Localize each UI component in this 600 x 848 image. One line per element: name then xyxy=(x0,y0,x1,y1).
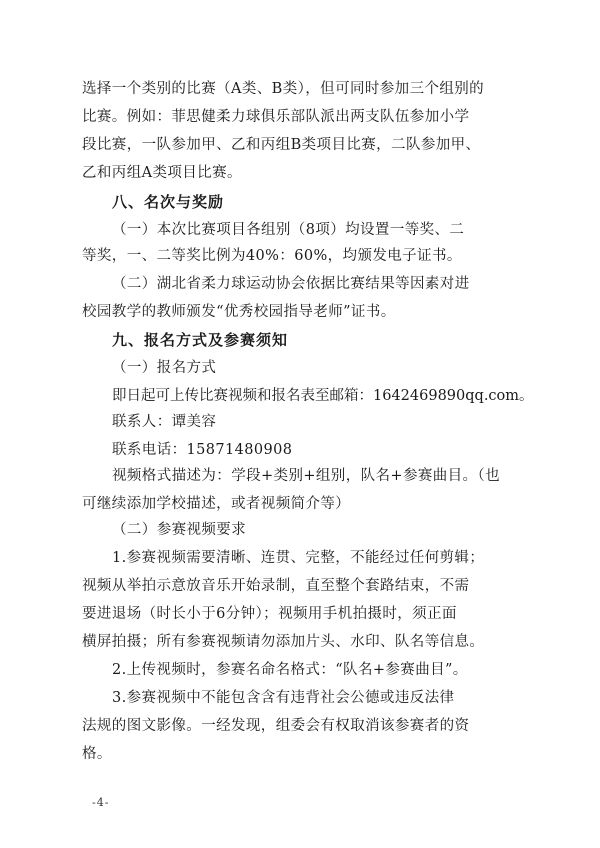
paragraph-line: 选择一个类别的比赛（A类、B类），但可同时参加三个组别的 xyxy=(82,81,485,97)
paragraph-line: 比赛。例如：菲思健柔力球俱乐部队派出两支队伍参加小学 xyxy=(82,109,470,125)
paragraph-line: （二）湖北省柔力球运动协会依据比赛结果等因素对进 xyxy=(112,276,470,292)
paragraph-line: 段比赛，一队参加甲、乙和丙组B类项目比赛，二队参加甲、 xyxy=(82,137,481,153)
contact-phone: 联系电话：15871480908 xyxy=(112,442,293,458)
subsection-heading: （二）参赛视频要求 xyxy=(112,522,247,538)
section-heading-awards: 八、名次与奖励 xyxy=(112,193,225,211)
contact-person: 联系人：谭美容 xyxy=(112,414,217,430)
paragraph-line: 法规的图文影像。一经发现，组委会有权取消该参赛者的资 xyxy=(82,718,470,734)
paragraph-line: 3.参赛视频中不能包含含有违背社会公德或违反法律 xyxy=(112,690,455,706)
paragraph-line: 校园教学的教师颁发“优秀校园指导老师”证书。 xyxy=(82,304,396,320)
paragraph-line: 等奖，一、二等奖比例为40%：60%，均颁发电子证书。 xyxy=(82,248,462,264)
paragraph-line: 1.参赛视频需要清晰、连贯、完整，不能经过任何剪辑； xyxy=(112,550,485,566)
paragraph-line: 2.上传视频时，参赛名命名格式：“队名+参赛曲目”。 xyxy=(112,662,468,678)
paragraph-line: 即日起可上传比赛视频和报名表至邮箱：1642469890qq.com。 xyxy=(112,388,534,404)
paragraph-line: 可继续添加学校描述，或者视频简介等） xyxy=(82,496,351,512)
paragraph-line: 视频格式描述为：学段+类别+组别，队名+参赛曲目。（也 xyxy=(112,468,500,484)
subsection-heading: （一）报名方式 xyxy=(112,360,217,376)
paragraph-line: 横屏拍摄；所有参赛视频请勿添加片头、水印、队名等信息。 xyxy=(82,634,485,650)
paragraph-line: （一）本次比赛项目各组别（8项）均设置一等奖、二 xyxy=(112,222,465,238)
section-heading-registration: 九、报名方式及参赛须知 xyxy=(112,331,289,349)
paragraph-line: 要进退场（时长小于6分钟）；视频用手机拍摄时，须正面 xyxy=(82,606,457,622)
page-number: -4- xyxy=(92,796,110,809)
paragraph-line: 视频从举拍示意放音乐开始录制，直至整个套路结束，不需 xyxy=(82,578,470,594)
paragraph-line: 格。 xyxy=(82,746,112,762)
paragraph-line: 乙和丙组A类项目比赛。 xyxy=(82,165,242,181)
